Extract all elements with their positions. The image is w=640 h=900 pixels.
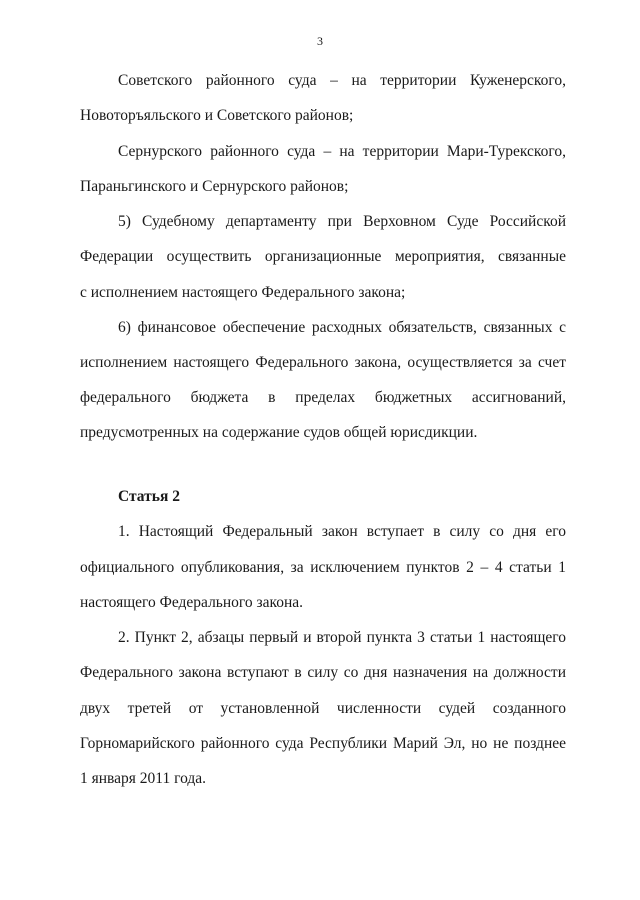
article-paragraph-2-line-2: Федерального закона вступают в силу со дня назначения на должности (80, 664, 566, 681)
paragraph-1-line-2: Новоторъяльского и Советского районов; (80, 107, 354, 124)
article-paragraph-1-line-1: 1. Настоящий Федеральный закон вступает в силу со дня его (118, 523, 566, 540)
paragraph-3-line-1: 5) Судебному департаменту при Верховном Суде Российской (118, 213, 566, 230)
paragraph-1-line-1: Советского районного суда – на территории Куженерского, (118, 72, 566, 89)
paragraph-4-line-2: исполнением настоящего Федерального закона, осуществляется за счет (80, 354, 566, 371)
paragraph-4-line-1: 6) финансовое обеспечение расходных обязательств, связанных с (118, 319, 566, 336)
paragraph-2-line-2: Параньгинского и Сернурского районов; (80, 178, 349, 195)
paragraph-3-line-2: Федерации осуществить организационные мероприятия, связанные (80, 248, 566, 265)
article-paragraph-2-line-1: 2. Пункт 2, абзацы первый и второй пункта 3 статьи 1 настоящего (118, 629, 566, 646)
article-paragraph-1-line-3: настоящего Федерального закона. (80, 594, 304, 611)
paragraph-4-line-3: федерального бюджета в пределах бюджетных ассигнований, (80, 389, 566, 406)
paragraph-4-line-4: предусмотренных на содержание судов общей юрисдикции. (80, 424, 478, 441)
article-paragraph-2-line-5: 1 января 2011 года. (80, 770, 207, 787)
article-paragraph-2-line-3: двух третей от установленной численности судей созданного (80, 700, 566, 717)
paragraph-2-line-1: Сернурского районного суда – на территории Мари-Турекского, (118, 143, 566, 160)
article-paragraph-2-line-4: Горномарийского районного суда Республики Марий Эл, но не позднее (80, 735, 566, 752)
page-number: 3 (317, 34, 323, 48)
article-heading: Статья 2 (118, 488, 180, 505)
article-paragraph-1-line-2: официального опубликования, за исключением пунктов 2 – 4 статьи 1 (80, 559, 566, 576)
paragraph-3-line-3: с исполнением настоящего Федерального закона; (80, 284, 406, 301)
